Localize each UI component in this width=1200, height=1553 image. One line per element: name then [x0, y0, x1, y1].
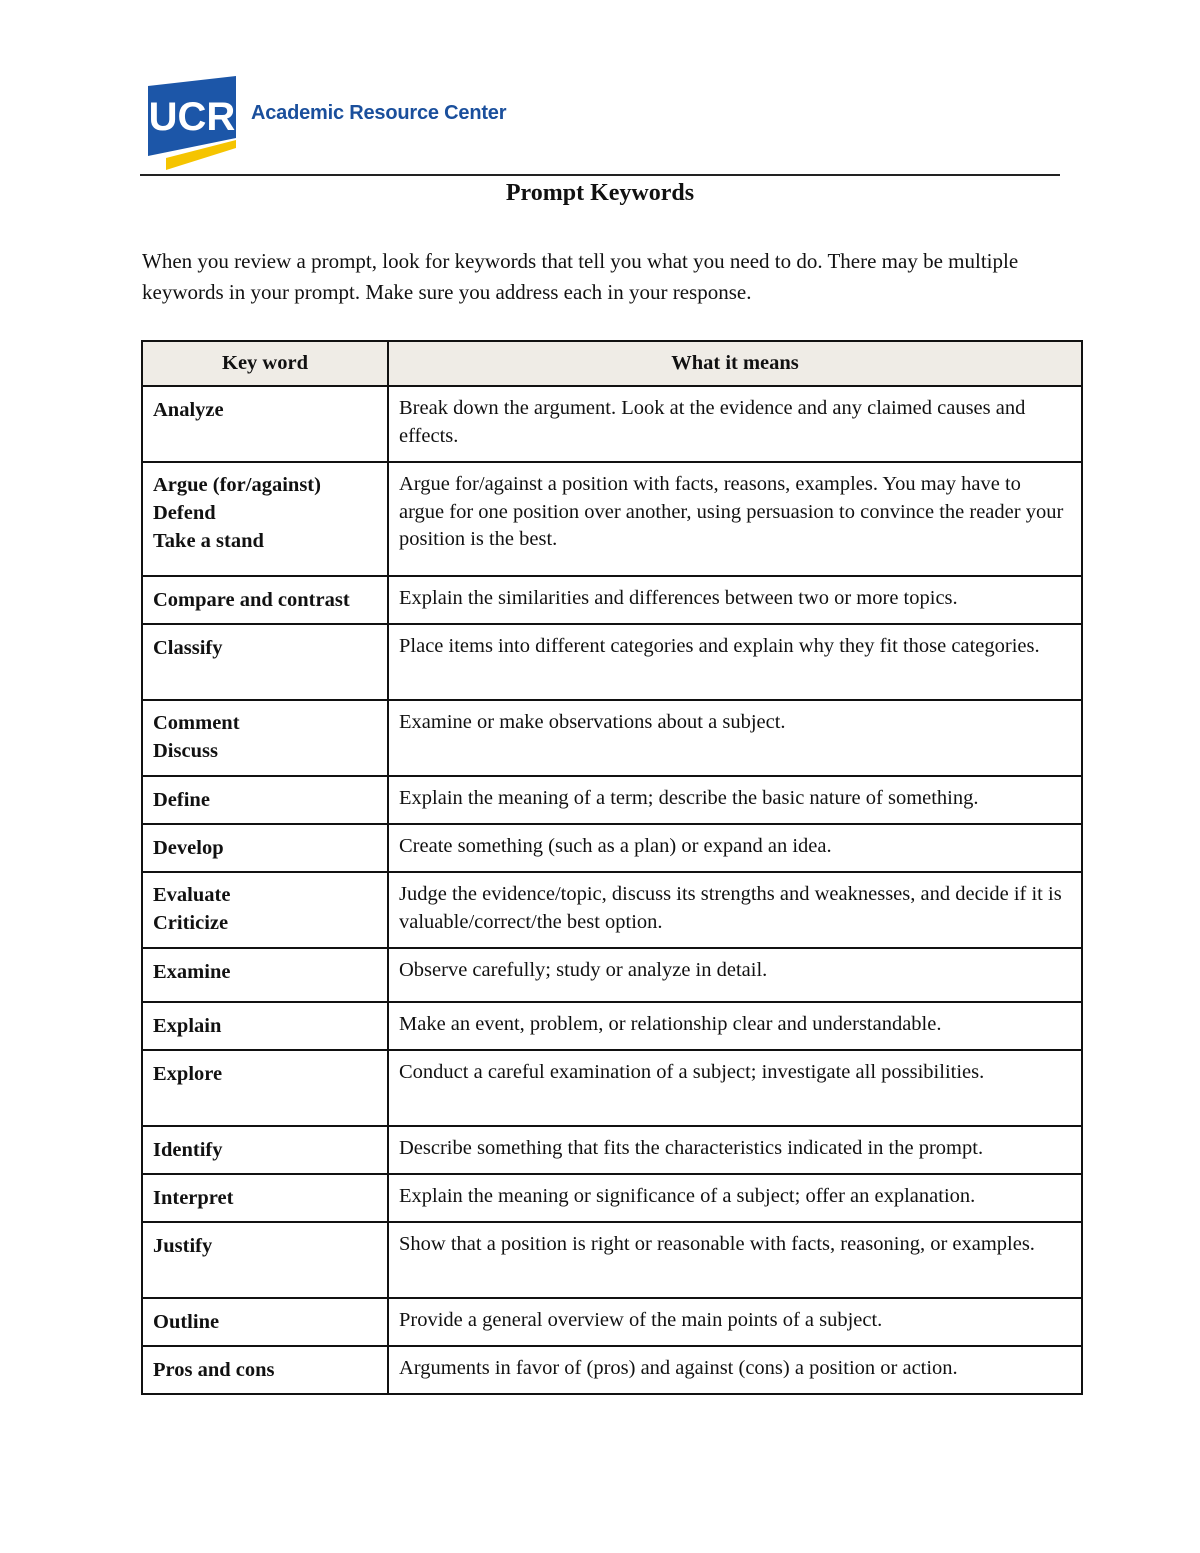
meaning-cell: Examine or make observations about a subject. — [388, 700, 1082, 776]
meaning-cell: Judge the evidence/topic, discuss its strengths and weaknesses, and decide if it is valuable/correct/the best option. — [388, 872, 1082, 948]
keyword-label: Argue (for/against) — [153, 474, 321, 496]
keyword-label: Justify — [153, 1235, 213, 1257]
keyword-cell — [142, 700, 388, 776]
logo-text: Academic Resource Center — [251, 102, 507, 124]
table-row — [142, 872, 1082, 948]
meaning-cell: Conduct a careful examination of a subject; investigate all possibilities. — [388, 1050, 1082, 1126]
meaning-cell: Describe something that fits the characteristics indicated in the prompt. — [388, 1126, 1082, 1174]
keyword-cell — [142, 824, 388, 872]
table-row — [142, 624, 1082, 700]
keyword-cell — [142, 1298, 388, 1346]
keyword-cell — [142, 1126, 388, 1174]
table-row — [142, 1346, 1082, 1394]
keyword-label: Explore — [153, 1063, 223, 1085]
meaning-cell: Place items into different categories and explain why they fit those categories. — [388, 624, 1082, 700]
keyword-label: Analyze — [153, 399, 224, 421]
keyword-label: Interpret — [153, 1187, 234, 1209]
table-row — [142, 1174, 1082, 1222]
keyword-label: Compare and contrast — [153, 589, 350, 611]
table-row — [142, 1222, 1082, 1298]
keyword-cell — [142, 1050, 388, 1126]
table-row — [142, 776, 1082, 824]
keywords-table — [141, 340, 1083, 1395]
keyword-cell — [142, 462, 388, 576]
keyword-cell — [142, 624, 388, 700]
ucr-logo-letters: UCR — [148, 95, 236, 139]
keyword-label: Examine — [153, 961, 231, 983]
keyword-label: Explain — [153, 1015, 222, 1037]
keyword-cell — [142, 1002, 388, 1050]
column-header-meaning: What it means — [388, 341, 1082, 386]
header-divider — [140, 174, 1060, 176]
keyword-label: Discuss — [153, 740, 218, 762]
page-title: Prompt Keywords — [505, 180, 695, 206]
table-row — [142, 824, 1082, 872]
keywords-table-body — [142, 386, 1082, 1394]
table-row — [142, 1050, 1082, 1126]
meaning-cell: Create something (such as a plan) or expand an idea. — [388, 824, 1082, 872]
ucr-logo — [148, 76, 507, 172]
keyword-label: Defend — [153, 502, 216, 524]
meaning-cell: Argue for/against a position with facts, reasons, examples. You may have to argue for one position over another, using persuasion to convince the reader your position is the best. — [388, 462, 1082, 576]
column-header-key-word: Key word — [142, 341, 388, 386]
keyword-label: Develop — [153, 837, 224, 859]
keyword-label: Identify — [153, 1139, 223, 1161]
meaning-cell: Explain the similarities and differences between two or more topics. — [388, 576, 1082, 624]
keyword-label: Evaluate — [153, 884, 231, 906]
table-row — [142, 1002, 1082, 1050]
table-row — [142, 386, 1082, 462]
keyword-label: Define — [153, 789, 210, 811]
keyword-label: Criticize — [153, 912, 229, 934]
meaning-cell: Break down the argument. Look at the evidence and any claimed causes and effects. — [388, 386, 1082, 462]
keyword-label: Pros and cons — [153, 1359, 275, 1381]
keyword-cell — [142, 576, 388, 624]
meaning-cell: Explain the meaning or significance of a subject; offer an explanation. — [388, 1174, 1082, 1222]
table-row — [142, 1298, 1082, 1346]
keyword-cell — [142, 948, 388, 1002]
keyword-label: Comment — [153, 712, 240, 734]
keyword-cell — [142, 1346, 388, 1394]
table-header-row — [142, 341, 1082, 386]
table-row — [142, 1126, 1082, 1174]
keyword-label: Take a stand — [153, 530, 264, 552]
meaning-cell: Make an event, problem, or relationship clear and understandable. — [388, 1002, 1082, 1050]
table-row — [142, 462, 1082, 576]
keyword-cell — [142, 1222, 388, 1298]
meaning-cell: Show that a position is right or reasonable with facts, reasoning, or examples. — [388, 1222, 1082, 1298]
meaning-cell: Explain the meaning of a term; describe the basic nature of something. — [388, 776, 1082, 824]
meaning-cell: Provide a general overview of the main points of a subject. — [388, 1298, 1082, 1346]
keyword-cell — [142, 776, 388, 824]
meaning-cell: Arguments in favor of (pros) and against (cons) a position or action. — [388, 1346, 1082, 1394]
intro-paragraph: When you review a prompt, look for keywords that tell you what you need to do. There may be multiple keywords in your prompt. Make sure you address each in your response. — [142, 249, 1019, 304]
keyword-label: Classify — [153, 637, 223, 659]
keyword-cell — [142, 1174, 388, 1222]
keyword-cell — [142, 872, 388, 948]
keyword-cell — [142, 386, 388, 462]
table-row — [142, 576, 1082, 624]
keyword-label: Outline — [153, 1311, 220, 1333]
table-row — [142, 700, 1082, 776]
table-row — [142, 948, 1082, 1002]
ucr-logo-mark — [148, 76, 248, 172]
meaning-cell: Observe carefully; study or analyze in detail. — [388, 948, 1082, 1002]
